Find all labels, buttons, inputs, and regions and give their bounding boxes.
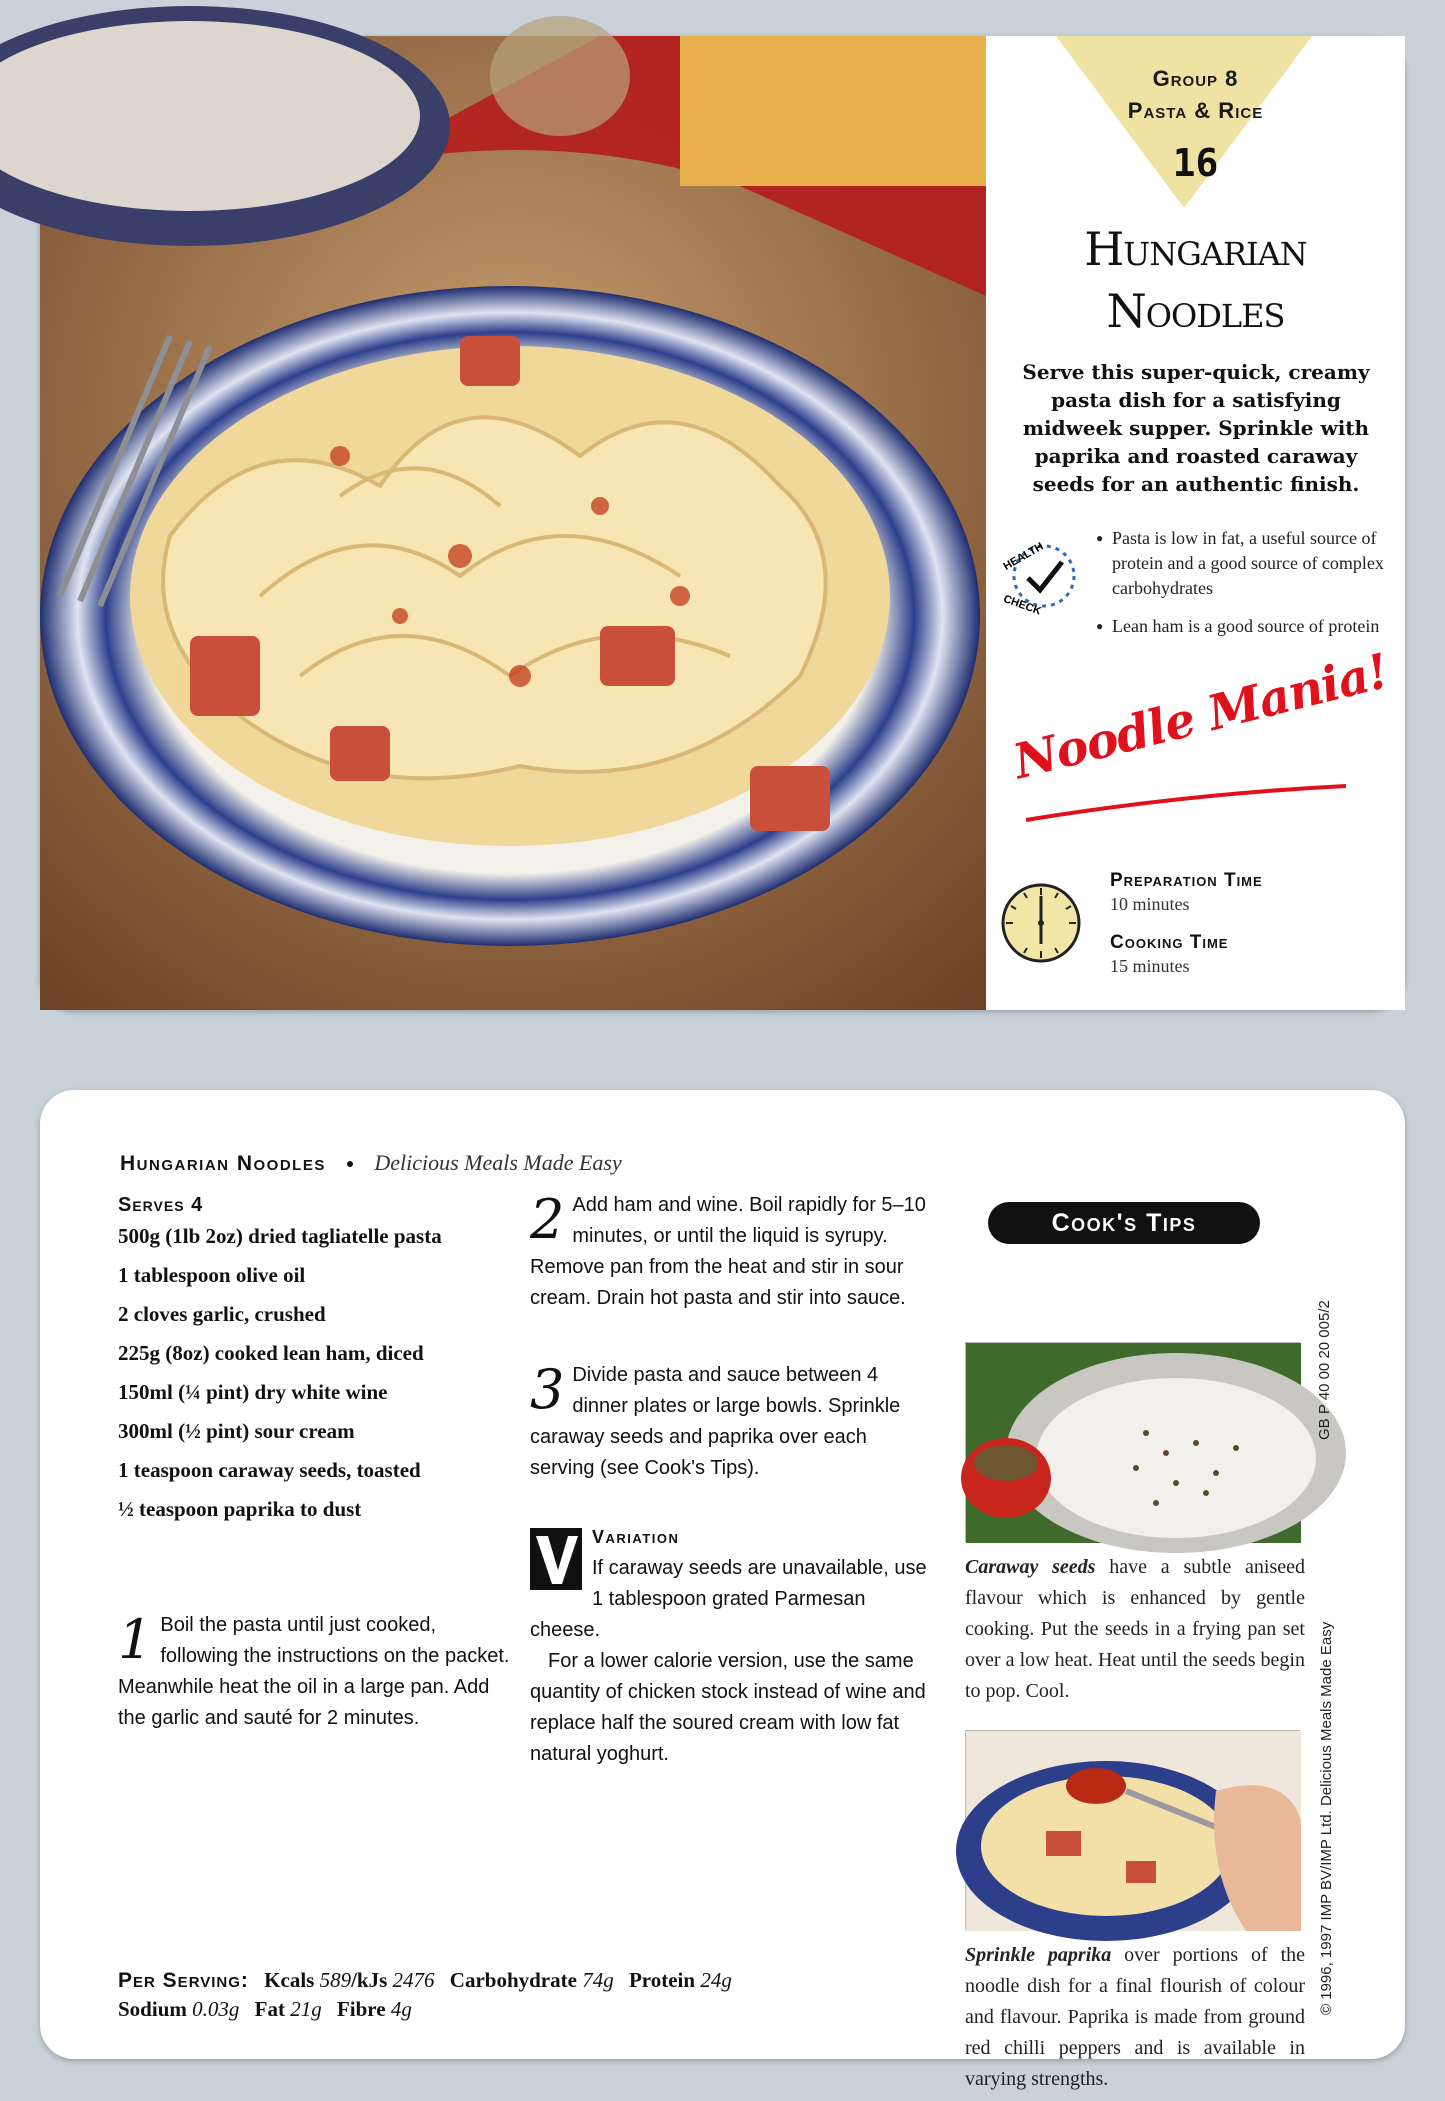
hungarian-noodles-photo [40, 36, 986, 1010]
step-number: 3 [530, 1358, 565, 1421]
header-bullet: ● [345, 1157, 355, 1172]
recipe-intro: Serve this super-quick, creamy pasta dish for a satisfying midweek supper. Sprinkle with paprika and roasted caraway seeds for an authentic finish. [1022, 360, 1370, 496]
serves: Serves 4 [118, 1194, 204, 1216]
prep-label: Preparation Time [1110, 870, 1263, 891]
cooking-time [1110, 932, 1390, 977]
svg-text:CHECK: CHECK [1001, 592, 1043, 618]
variation-text-2: For a lower calorie version, use the same quantity of chicken stock instead of wine and replace half the soured cream with low fat natural yoghurt. [530, 1650, 926, 1765]
prep-value: 10 minutes [1110, 894, 1190, 914]
clock-icon [1000, 882, 1082, 964]
fibre-value: 4g [390, 1997, 412, 2021]
noodle-mania-swash [1016, 784, 1356, 824]
front-info-panel [986, 36, 1405, 1010]
tip-paprika [965, 1940, 1305, 2095]
title-line-2: Noodles [1106, 284, 1285, 338]
variation-text-1: If caraway seeds are unavailable, use 1 tablespoon grated Parmesan cheese. [530, 1557, 927, 1641]
ingredients-column [118, 1194, 498, 1535]
preparation-time [1110, 870, 1390, 915]
product-code [1316, 1210, 1340, 1470]
health-check-icon [1000, 532, 1088, 620]
kcals-label: Kcals [264, 1968, 315, 1992]
svg-text:HEALTH: HEALTH [1001, 540, 1046, 573]
tip-caraway-lead: Caraway seeds [965, 1556, 1096, 1578]
series-name: Delicious Meals Made Easy [374, 1150, 622, 1175]
fibre-label: Fibre [336, 1997, 386, 2021]
fat-label: Fat [254, 1997, 285, 2021]
sodium-value: 0.03g [192, 1997, 240, 2021]
health-point: ● Lean ham is a good source of protein [1096, 614, 1396, 639]
ingredient: 300ml (½ pint) sour cream [118, 1419, 355, 1443]
recipe-title [986, 218, 1405, 342]
health-point: ● Pasta is low in fat, a useful source of protein and a good source of complex carbohydrates [1096, 526, 1396, 601]
ingredient: 500g (1lb 2oz) dried tagliatelle pasta [118, 1224, 442, 1248]
dish-photo [40, 36, 986, 1010]
paprika-photo [965, 1730, 1300, 1930]
title-line-1: Hungarian [1084, 222, 1307, 276]
carb-label: Carbohydrate [449, 1968, 577, 1992]
protein-label: Protein [628, 1968, 696, 1992]
variation-box [530, 1522, 940, 1770]
caraway-seeds-photo [965, 1342, 1300, 1542]
fat-value: 21g [290, 1997, 322, 2021]
tip-paprika-text: over portions of the noodle dish for a final flourish of colour and flavour. Paprika is made from ground red chilli peppers and is available in varying strengths. [965, 1944, 1305, 2090]
group-category: Pasta & Rice [1127, 98, 1264, 123]
back-header [120, 1150, 622, 1176]
ingredient: 150ml (¼ pint) dry white wine [118, 1380, 388, 1404]
card-number: 16 [1172, 141, 1219, 185]
kj-label: /kJs [351, 1968, 388, 1992]
ingredient: 225g (8oz) cooked lean ham, diced [118, 1341, 424, 1365]
ingredient: 2 cloves garlic, crushed [118, 1302, 326, 1326]
copyright [1318, 1590, 1342, 2030]
kj-value: 2476 [392, 1968, 435, 1992]
health-check-badge [1000, 532, 1088, 620]
health-points [1096, 526, 1396, 652]
protein-value: 24g [700, 1968, 732, 1992]
noodle-mania-logo: Noodle Mania! [1008, 643, 1394, 791]
back-title: Hungarian Noodles [120, 1152, 326, 1175]
nutrition-info [118, 1966, 918, 2023]
cook-value: 15 minutes [1110, 956, 1190, 976]
carb-value: 74g [582, 1968, 614, 1992]
step-text: Divide pasta and sauce between 4 dinner plates or large bowls. Sprinkle caraway seeds and paprika over each serving (see Cook's Tips). [530, 1364, 901, 1479]
tip-caraway [965, 1552, 1305, 1707]
cooks-tips-panel [943, 1202, 1358, 2090]
kcals-value: 589 [319, 1968, 352, 1992]
sodium-label: Sodium [118, 1997, 187, 2021]
ingredient: 1 tablespoon olive oil [118, 1263, 306, 1287]
step-number: 1 [118, 1608, 153, 1671]
method-step-1 [118, 1610, 518, 1734]
step-text: Add ham and wine. Boil rapidly for 5–10 minutes, or until the liquid is syrupy. Remove pan from the heat and stir in sour cream. Drain hot pasta and stir into sauce. [530, 1194, 926, 1309]
tip-paprika-lead: Sprinkle paprika [965, 1944, 1112, 1966]
cooks-tips-header: Cook's Tips [988, 1202, 1260, 1244]
tip-caraway-text: have a subtle aniseed flavour which is enhanced by gentle cooking. Put the seeds in a frying pan set over a low heat. Heat until the seeds begin to pop. Cool. [965, 1556, 1305, 1702]
group-number: Group 8 [1152, 66, 1239, 91]
recipe-card-front [40, 36, 1405, 1010]
ingredient: ½ teaspoon paprika to dust [118, 1497, 362, 1521]
step-text: Boil the pasta until just cooked, following the instructions on the packet. Meanwhile heat the oil in a large pan. Add the garlic and sauté for 2 minutes. [118, 1614, 510, 1729]
ingredients-list [118, 1223, 498, 1522]
per-serving-label: Per Serving: [118, 1969, 249, 1992]
ingredient: 1 teaspoon caraway seeds, toasted [118, 1458, 421, 1482]
variation-v-icon [530, 1528, 582, 1590]
step-number: 2 [530, 1188, 565, 1251]
recipe-card-back [40, 1090, 1405, 2090]
product-code-text: GB P 40 00 20 005/2 [1316, 1300, 1333, 1440]
variation-title: Variation [592, 1527, 680, 1547]
cook-label: Cooking Time [1110, 932, 1229, 953]
method-step-3 [530, 1360, 930, 1484]
method-step-2 [530, 1190, 950, 1314]
copyright-text: © 1996, 1997 IMP BV/IMP Ltd. Delicious Meals Made Easy [1318, 1621, 1335, 2015]
